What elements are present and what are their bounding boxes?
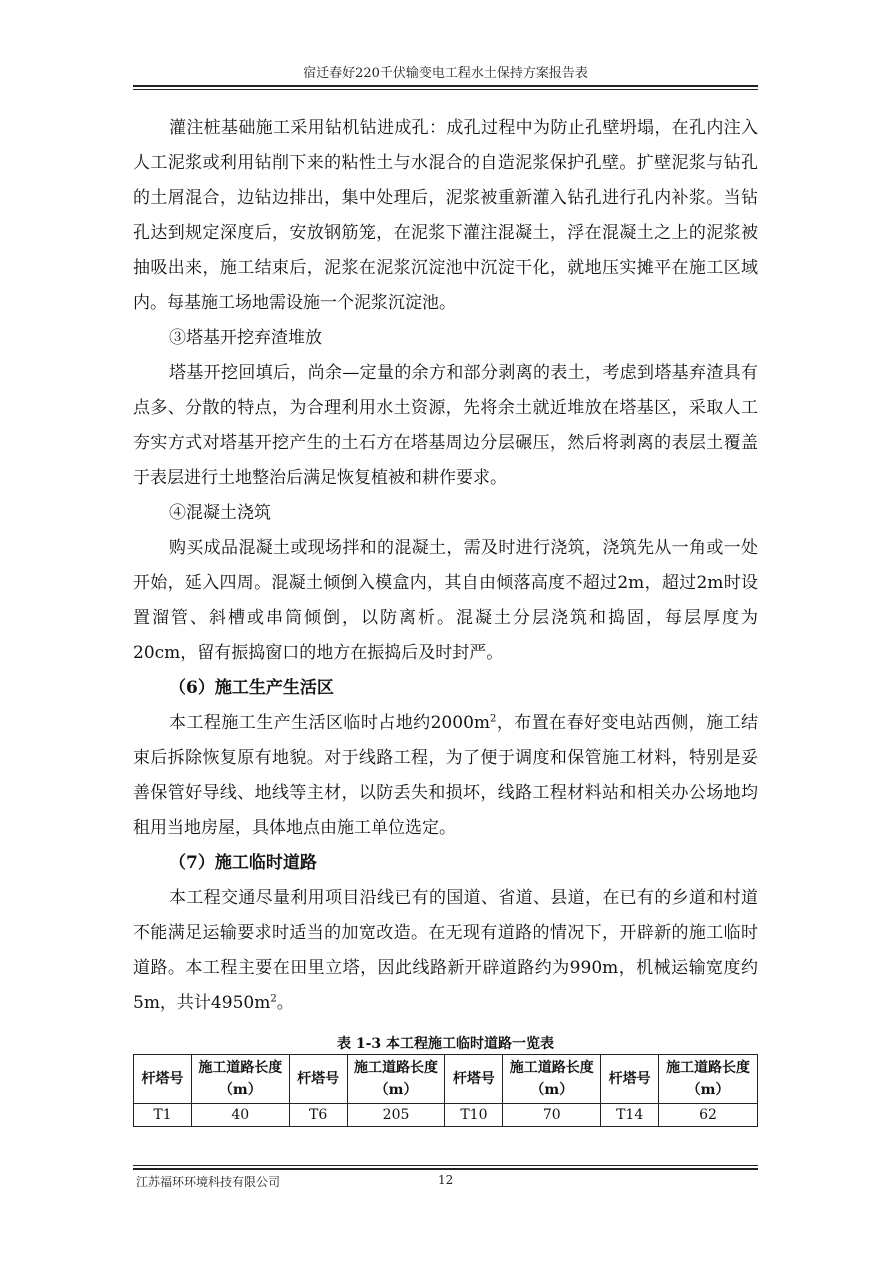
section-heading-road: （7）施工临时道路 bbox=[169, 853, 317, 873]
superscript-2: 2 bbox=[490, 713, 497, 725]
header-tower-no: 杆塔号 bbox=[289, 1055, 347, 1104]
cell-length: 70 bbox=[503, 1104, 601, 1127]
paragraph-camp-part2: ，布置在春好变电站西侧，施工结束后拆除恢复原有地貌。对于线路工程，为了便于调度和保管施工材料，特别是妥善保管好导线、地线等主材，以防丢失和损坏，线路工程材料站和相关办公场地均租用当地房屋，具体地点由施工单位选定。 bbox=[133, 713, 759, 838]
footer-rule bbox=[133, 1168, 758, 1170]
header-road-length: 施工道路长度（m） bbox=[347, 1055, 445, 1104]
cell-length: 62 bbox=[659, 1104, 758, 1127]
cell-tower: T1 bbox=[134, 1104, 192, 1127]
header-tower-no: 杆塔号 bbox=[134, 1055, 192, 1104]
cell-length: 205 bbox=[347, 1104, 445, 1127]
subheading-concrete: ④混凝土浇筑 bbox=[169, 503, 271, 523]
paragraph-concrete: 购买成品混凝土或现场拌和的混凝土，需及时进行浇筑，浇筑先从一角或一处开始，延入四周。混凝土倾倒入模盒内，其自由倾落高度不超过2m，超过2m时设置溜管、斜槽或串筒倾倒，以防离析。混凝土分层浇筑和捣固，每层厚度为20cm，留有振捣窗口的地方在振捣后及时封严。 bbox=[133, 538, 758, 663]
table-row bbox=[134, 1104, 758, 1127]
subheading-tower-spoil: ③塔基开挖弃渣堆放 bbox=[169, 328, 322, 348]
paragraph-camp bbox=[133, 706, 758, 846]
cell-tower: T14 bbox=[601, 1104, 659, 1127]
document-body bbox=[133, 111, 758, 1055]
cell-tower: T10 bbox=[445, 1104, 503, 1127]
header-rule-thin bbox=[133, 89, 758, 90]
paragraph-camp-part1: 本工程施工生产生活区临时占地约2000m bbox=[169, 713, 491, 733]
table-header-row bbox=[134, 1055, 758, 1104]
page-number: 12 bbox=[438, 1173, 454, 1187]
cell-length: 40 bbox=[191, 1104, 289, 1127]
paragraph-road-part2: 。 bbox=[276, 993, 294, 1013]
footer-rule-thin bbox=[133, 1165, 758, 1166]
paragraph-bored-pile: 灌注桩基础施工采用钻机钻进成孔：成孔过程中为防止孔壁坍塌，在孔内注入人工泥浆或利用钻削下来的粘性土与水混合的自造泥浆保护孔壁。扩壁泥浆与钻孔的土屑混合，边钻边排出，集中处理后，泥浆被重新灌入钻孔进行孔内补浆。当钻孔达到规定深度后，安放钢筋笼，在泥浆下灌注混凝土，浮在混凝土之上的泥浆被抽吸出来，施工结束后，泥浆在泥浆沉淀池中沉淀干化，就地压实摊平在施工区域内。每基施工场地需设施一个泥浆沉淀池。 bbox=[133, 118, 758, 313]
footer-company: 江苏福环环境科技有限公司 bbox=[136, 1175, 281, 1189]
table-caption: 表 1-3 本工程施工临时道路一览表 bbox=[336, 1036, 555, 1052]
header-tower-no: 杆塔号 bbox=[601, 1055, 659, 1104]
header-road-length: 施工道路长度（m） bbox=[503, 1055, 601, 1104]
paragraph-tower-spoil: 塔基开挖回填后，尚余—定量的余方和部分剥离的表土，考虑到塔基弃渣具有点多、分散的特点，为合理利用水土资源，先将余土就近堆放在塔基区，采取人工夯实方式对塔基开挖产生的土石方在塔基周边分层碾压，然后将剥离的表层土覆盖于表层进行土地整治后满足恢复植被和耕作要求。 bbox=[133, 363, 758, 488]
superscript-2: 2 bbox=[270, 993, 277, 1005]
header-road-length: 施工道路长度（m） bbox=[191, 1055, 289, 1104]
page-header-title: 宿迁春好220千伏输变电工程水土保持方案报告表 bbox=[303, 66, 588, 81]
temporary-road-table bbox=[133, 1054, 758, 1127]
header-road-length: 施工道路长度（m） bbox=[659, 1055, 758, 1104]
header-tower-no: 杆塔号 bbox=[445, 1055, 503, 1104]
section-heading-camp: （6）施工生产生活区 bbox=[169, 678, 334, 698]
paragraph-road-part1: 本工程交通尽量利用项目沿线已有的国道、省道、县道，在已有的乡道和村道不能满足运输要求时适当的加宽改造。在无现有道路的情况下，开辟新的施工临时道路。本工程主要在田里立塔，因此线路新开辟道路约为990m，机械运输宽度约5m，共计4950m bbox=[133, 888, 758, 1013]
paragraph-road bbox=[133, 881, 758, 1021]
header-rule bbox=[133, 85, 758, 87]
cell-tower: T6 bbox=[289, 1104, 347, 1127]
